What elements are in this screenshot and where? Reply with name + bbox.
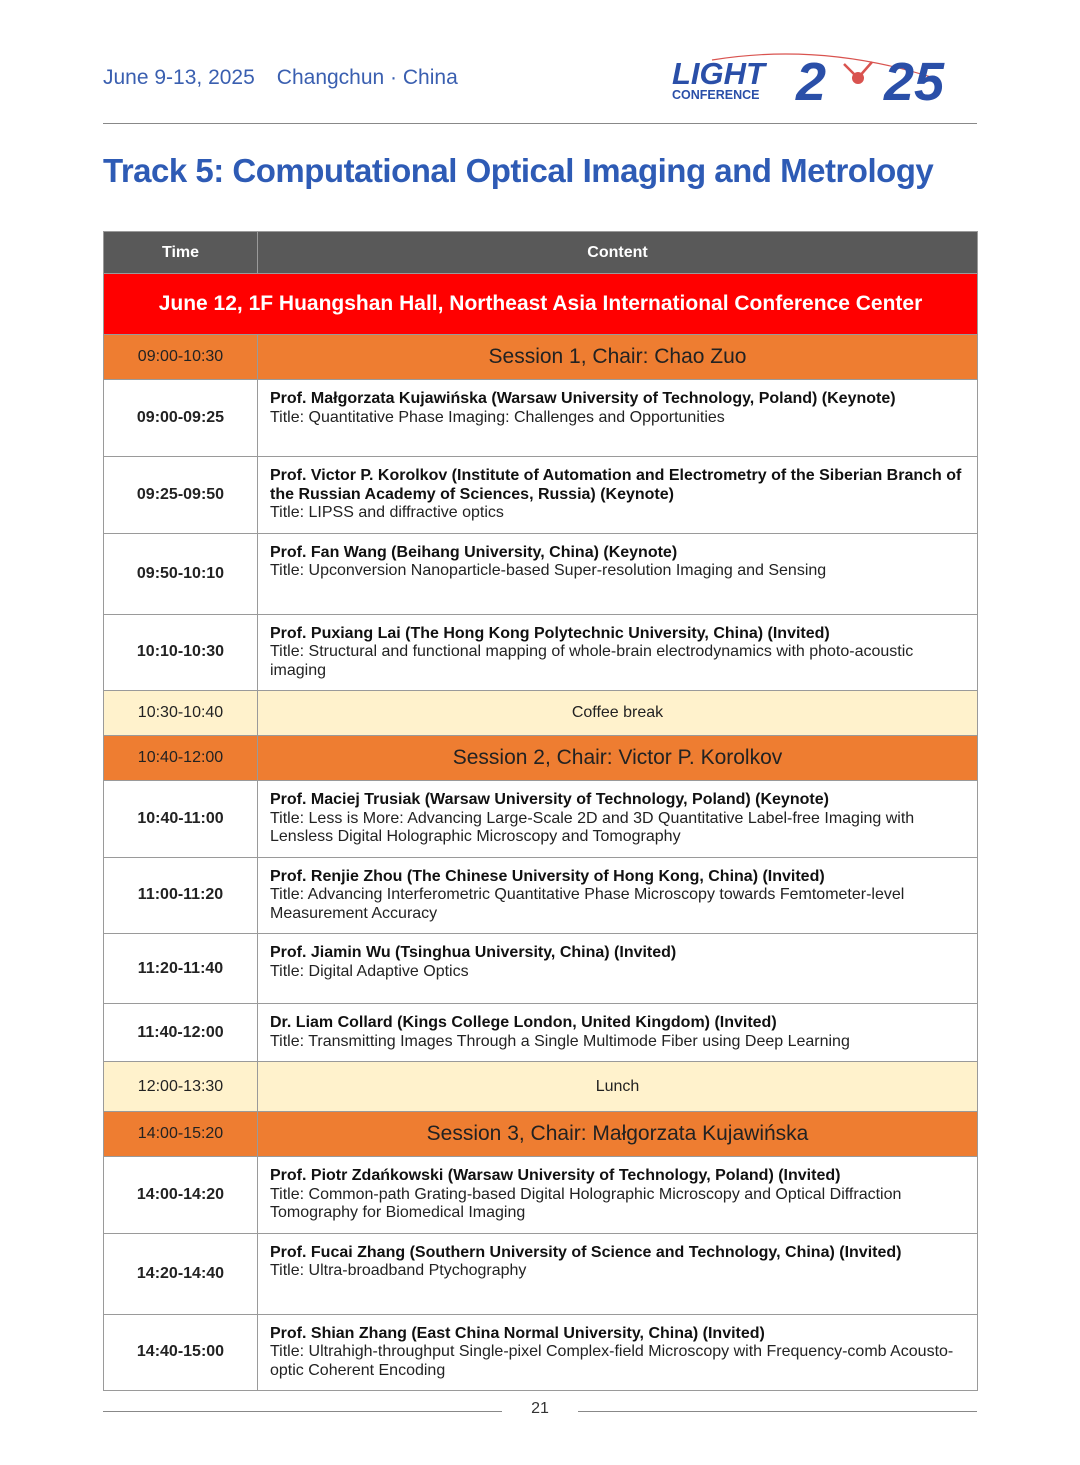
event-info (103, 66, 458, 90)
speaker: Prof. Fan Wang (Beihang University, China) (Keynote) (270, 543, 678, 561)
session-row (104, 736, 978, 781)
talk-title: Title: Ultra-broadband Ptychography (270, 1262, 527, 1279)
light-conference-logo (672, 48, 977, 104)
time-cell: 14:00-15:20 (104, 1112, 258, 1157)
talk-details (258, 614, 978, 691)
talk-title: Title: LIPSS and diffractive optics (270, 504, 504, 521)
time-cell: 09:00-09:25 (104, 380, 258, 457)
time-cell: 10:40-12:00 (104, 736, 258, 781)
time-cell: 09:50-10:10 (104, 533, 258, 614)
talk-details (258, 1157, 978, 1234)
day-banner-row (104, 274, 978, 335)
speaker: Prof. Małgorzata Kujawińska (Warsaw University of Technology, Poland) (Keynote) (270, 390, 896, 407)
page-header (103, 38, 977, 124)
footer-divider-left (103, 1411, 502, 1412)
talk-row (104, 533, 978, 614)
talk-details (258, 1233, 978, 1314)
talk-title: Title: Structural and functional mapping of whole-brain electrodynamics with photo-acoustic imaging (270, 643, 914, 679)
speaker: Prof. Shian Zhang (East China Normal University, China) (Invited) (270, 1324, 765, 1342)
column-header-time: Time (104, 232, 258, 274)
day-banner: June 12, 1F Huangshan Hall, Northeast Asia International Conference Center (104, 274, 978, 335)
speaker: Prof. Fucai Zhang (Southern University of Science and Technology, China) (Invited) (270, 1243, 902, 1261)
page-title: Track 5: Computational Optical Imaging and Metrology (103, 152, 934, 189)
svg-text:2: 2 (796, 52, 827, 104)
table-header-row (104, 232, 978, 274)
break-label: Coffee break (258, 691, 978, 736)
session-chair: Session 1, Chair: Chao Zuo (258, 335, 978, 380)
speaker: Prof. Puxiang Lai (The Hong Kong Polytechnic University, China) (Invited) (270, 624, 830, 642)
talk-details (258, 781, 978, 858)
time-cell: 10:30-10:40 (104, 691, 258, 736)
speaker: Prof. Jiamin Wu (Tsinghua University, China) (Invited) (270, 944, 677, 961)
time-cell: 14:20-14:40 (104, 1233, 258, 1314)
talk-details (258, 533, 978, 614)
page-number: 21 (531, 1400, 549, 1417)
speaker: Dr. Liam Collard (Kings College London, United Kingdom) (Invited) (270, 1014, 777, 1031)
talk-title: Title: Upconversion Nanoparticle-based Super-resolution Imaging and Sensing (270, 562, 827, 579)
time-cell: 10:10-10:30 (104, 614, 258, 691)
break-label: Lunch (258, 1062, 978, 1112)
schedule-table (103, 231, 978, 1391)
talk-row (104, 1004, 978, 1062)
talk-title: Title: Less is More: Advancing Large-Scale 2D and 3D Quantitative Label-free Imaging with Lensless Digital Holographic Microscopy and Tomography (270, 809, 915, 845)
session-chair: Session 2, Chair: Victor P. Korolkov (258, 736, 978, 781)
time-cell: 11:20-11:40 (104, 934, 258, 1004)
time-cell: 14:40-15:00 (104, 1314, 258, 1391)
talk-row (104, 1233, 978, 1314)
footer-divider-right (578, 1411, 977, 1412)
session-row (104, 335, 978, 380)
talk-row (104, 457, 978, 534)
speaker: Prof. Renjie Zhou (The Chinese University of Hong Kong, China) (Invited) (270, 867, 825, 885)
talk-title: Title: Common-path Grating-based Digital Holographic Microscopy and Optical Diffraction Tomography for Biomedical Imaging (270, 1185, 902, 1221)
talk-row (104, 781, 978, 858)
event-date: June 9-13, 2025 (103, 66, 255, 89)
time-cell: 09:00-10:30 (104, 335, 258, 380)
talk-title: Title: Ultrahigh-throughput Single-pixel Complex-field Microscopy with Frequency-comb Acousto-optic Coherent Encoding (270, 1343, 954, 1379)
talk-details (258, 1314, 978, 1391)
time-cell: 14:00-14:20 (104, 1157, 258, 1234)
session-row (104, 1112, 978, 1157)
header-divider (103, 123, 977, 124)
time-cell: 11:40-12:00 (104, 1004, 258, 1062)
talk-row (104, 1157, 978, 1234)
session-chair: Session 3, Chair: Małgorzata Kujawińska (258, 1112, 978, 1157)
talk-details (258, 457, 978, 534)
break-row (104, 691, 978, 736)
column-header-content: Content (258, 232, 978, 274)
svg-text:LIGHT: LIGHT (672, 56, 765, 91)
talk-row (104, 857, 978, 934)
time-cell: 09:25-09:50 (104, 457, 258, 534)
talk-title: Title: Transmitting Images Through a Single Multimode Fiber using Deep Learning (270, 1032, 850, 1050)
talk-row (104, 1314, 978, 1391)
talk-row (104, 614, 978, 691)
speaker: Prof. Maciej Trusiak (Warsaw University of Technology, Poland) (Keynote) (270, 791, 829, 808)
time-cell: 12:00-13:30 (104, 1062, 258, 1112)
talk-details (258, 1004, 978, 1062)
break-row (104, 1062, 978, 1112)
talk-details (258, 857, 978, 934)
talk-details (258, 934, 978, 1004)
event-location: Changchun · China (276, 66, 458, 89)
svg-text:CONFERENCE: CONFERENCE (672, 88, 760, 102)
svg-text:25: 25 (884, 52, 945, 104)
talk-title: Title: Digital Adaptive Optics (270, 962, 469, 980)
time-cell: 10:40-11:00 (104, 781, 258, 858)
time-cell: 11:00-11:20 (104, 857, 258, 934)
speaker: Prof. Piotr Zdańkowski (Warsaw University of Technology, Poland) (Invited) (270, 1167, 841, 1184)
talk-details (258, 380, 978, 457)
speaker: Prof. Victor P. Korolkov (Institute of Automation and Electrometry of the Siberian Branch of the Russian Academy of Sciences, Russia) (Keynote) (270, 467, 962, 503)
talk-title: Title: Advancing Interferometric Quantitative Phase Microscopy towards Femtometer-level Measurement Accuracy (270, 886, 905, 922)
talk-title: Title: Quantitative Phase Imaging: Challenges and Opportunities (270, 408, 725, 426)
talk-row (104, 380, 978, 457)
talk-row (104, 934, 978, 1004)
